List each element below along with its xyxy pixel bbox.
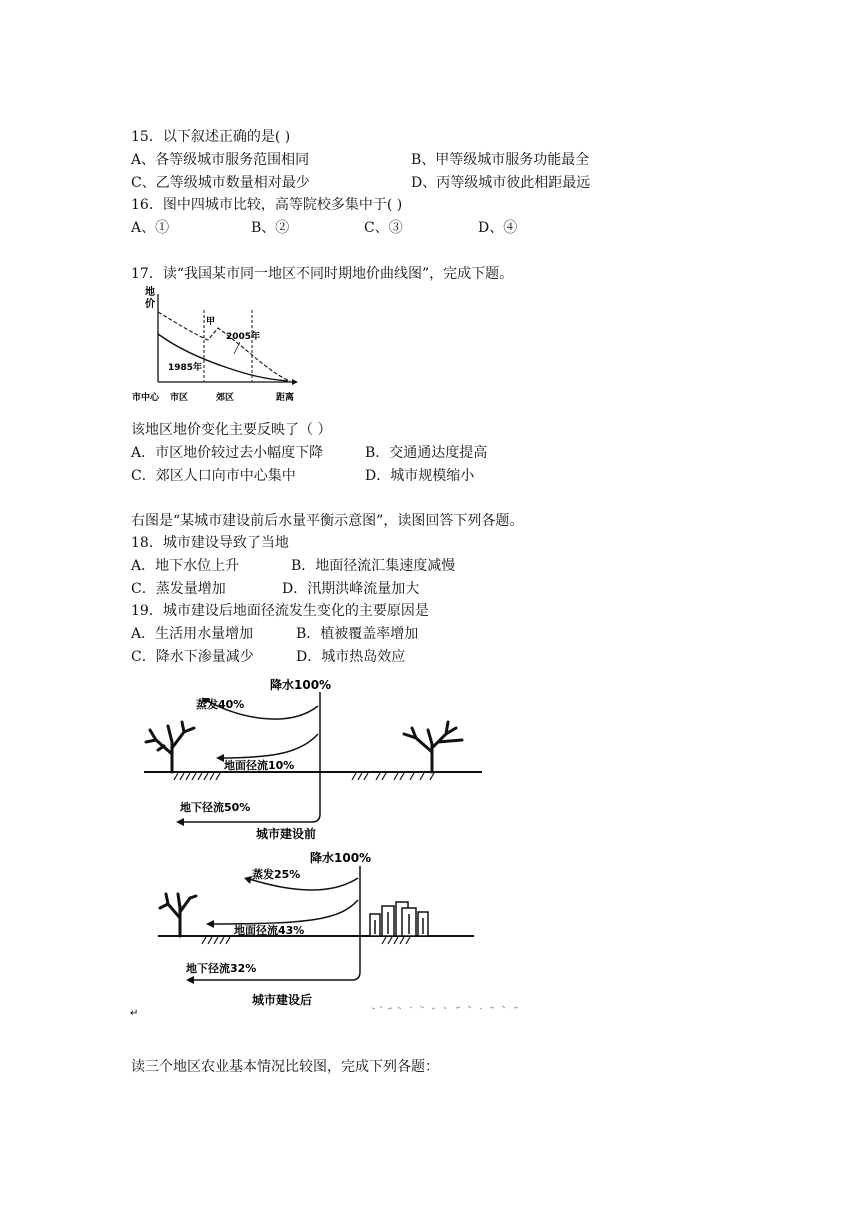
q18-option-b: B．地面径流汇集速度减慢 bbox=[291, 558, 456, 574]
paragraph-mark: ↵ bbox=[130, 1008, 139, 1019]
before-ground-label: 地下径流50% bbox=[180, 801, 251, 814]
scan-noise bbox=[372, 1006, 518, 1009]
x-axis-arrow-icon bbox=[292, 379, 298, 385]
water-balance-before-figure bbox=[130, 676, 500, 844]
before-caption: 城市建设前 bbox=[256, 827, 317, 841]
q15-option-a: A、各等级城市服务范围相同 bbox=[131, 152, 310, 168]
ground-runoff-arrowhead-icon bbox=[186, 976, 194, 984]
q15-option-b: B、甲等级城市服务功能最全 bbox=[411, 152, 590, 168]
after-surface-label: 地面径流43% bbox=[234, 924, 305, 937]
q19-stem: 19．城市建设后地面径流发生变化的主要原因是 bbox=[131, 603, 429, 619]
tree-left-icon bbox=[146, 722, 194, 772]
q18-stem: 18．城市建设导致了当地 bbox=[131, 535, 289, 551]
before-precip-label: 降水100% bbox=[270, 678, 332, 692]
q16-option-c: C、③ bbox=[364, 220, 403, 236]
ground-flow-bend bbox=[312, 814, 320, 822]
after-caption: 城市建设后 bbox=[252, 993, 313, 1007]
before-evap-label: 蒸发40% bbox=[196, 698, 245, 711]
q18-option-a: A．地下水位上升 bbox=[131, 558, 240, 574]
curve-1985 bbox=[158, 334, 288, 381]
before-surface-label: 地面径流10% bbox=[224, 759, 295, 772]
water-balance-after-figure bbox=[130, 848, 530, 1020]
leader-2005 bbox=[234, 342, 240, 354]
ground-runoff-arrowhead-icon bbox=[176, 818, 184, 826]
y-axis-label-2: 价 bbox=[145, 299, 155, 310]
intro-18-19: 右图是“某城市建设前后水量平衡示意图”，读图回答下列各题。 bbox=[131, 513, 524, 529]
q18-option-d: D．汛期洪峰流量加大 bbox=[282, 581, 420, 597]
q16-option-d: D、④ bbox=[478, 220, 518, 236]
x-label-center: 市中心 bbox=[132, 393, 160, 403]
q19-option-a: A．生活用水量增加 bbox=[131, 626, 254, 642]
tree-icon bbox=[160, 894, 196, 936]
after-evap-label: 蒸发25% bbox=[252, 868, 301, 881]
q17-option-b: B．交通通达度提高 bbox=[365, 445, 488, 461]
q19-option-d: D．城市热岛效应 bbox=[296, 649, 406, 665]
surface-runoff-arrowhead-icon bbox=[216, 754, 224, 762]
surface-runoff-arrow bbox=[218, 734, 318, 758]
x-label-urban: 市区 bbox=[170, 393, 189, 403]
ground-flow-bend bbox=[352, 972, 360, 980]
q16-option-a: A、① bbox=[131, 220, 170, 236]
after-precip-label: 降水100% bbox=[310, 851, 372, 865]
q19-option-c: C．降水下渗量减少 bbox=[131, 649, 254, 665]
q19-option-b: B．植被覆盖率增加 bbox=[296, 626, 419, 642]
q17-ask: 该地区地价变化主要反映了（ ） bbox=[131, 422, 332, 438]
soil-hatch-left bbox=[174, 773, 220, 780]
soil-hatch-right bbox=[382, 937, 410, 944]
surface-runoff-arrow bbox=[210, 900, 358, 924]
soil-hatch-left bbox=[202, 937, 230, 944]
q15-option-c: C、乙等级城市数量相对最少 bbox=[131, 175, 310, 191]
soil-hatch-right bbox=[352, 773, 434, 780]
tree-right-icon bbox=[404, 722, 462, 772]
label-1985: 1985年 bbox=[168, 363, 203, 373]
x-label-distance: 距离 bbox=[276, 393, 295, 403]
q17-stem: 17．读“我国某市同一地区不同时期地价曲线图”，完成下题。 bbox=[131, 266, 514, 282]
q15-stem: 15．以下叙述正确的是( ) bbox=[131, 129, 291, 145]
label-jia: 甲 bbox=[206, 317, 216, 327]
buildings-icon bbox=[370, 902, 428, 936]
q17-option-a: A．市区地价较过去小幅度下降 bbox=[131, 445, 324, 461]
evaporation-arrowhead-icon bbox=[244, 876, 252, 884]
q18-option-c: C．蒸发量增加 bbox=[131, 581, 226, 597]
q17-option-c: C．郊区人口向市中心集中 bbox=[131, 468, 296, 484]
q16-option-b: B、② bbox=[251, 220, 290, 236]
q17-option-d: D．城市规模缩小 bbox=[365, 468, 475, 484]
intro-next: 读三个地区农业基本情况比较图，完成下列各题： bbox=[131, 1059, 439, 1075]
x-label-suburb: 郊区 bbox=[216, 393, 235, 403]
q16-stem: 16．图中四城市比较，高等院校多集中于( ) bbox=[131, 197, 403, 213]
after-ground-label: 地下径流32% bbox=[186, 962, 257, 975]
label-2005: 2005年 bbox=[226, 332, 261, 342]
q15-option-d: D、丙等级城市彼此相距最远 bbox=[411, 175, 591, 191]
land-price-curve-figure bbox=[128, 284, 306, 406]
surface-runoff-arrowhead-icon bbox=[206, 920, 214, 928]
y-axis-label-1: 地 bbox=[145, 287, 155, 298]
